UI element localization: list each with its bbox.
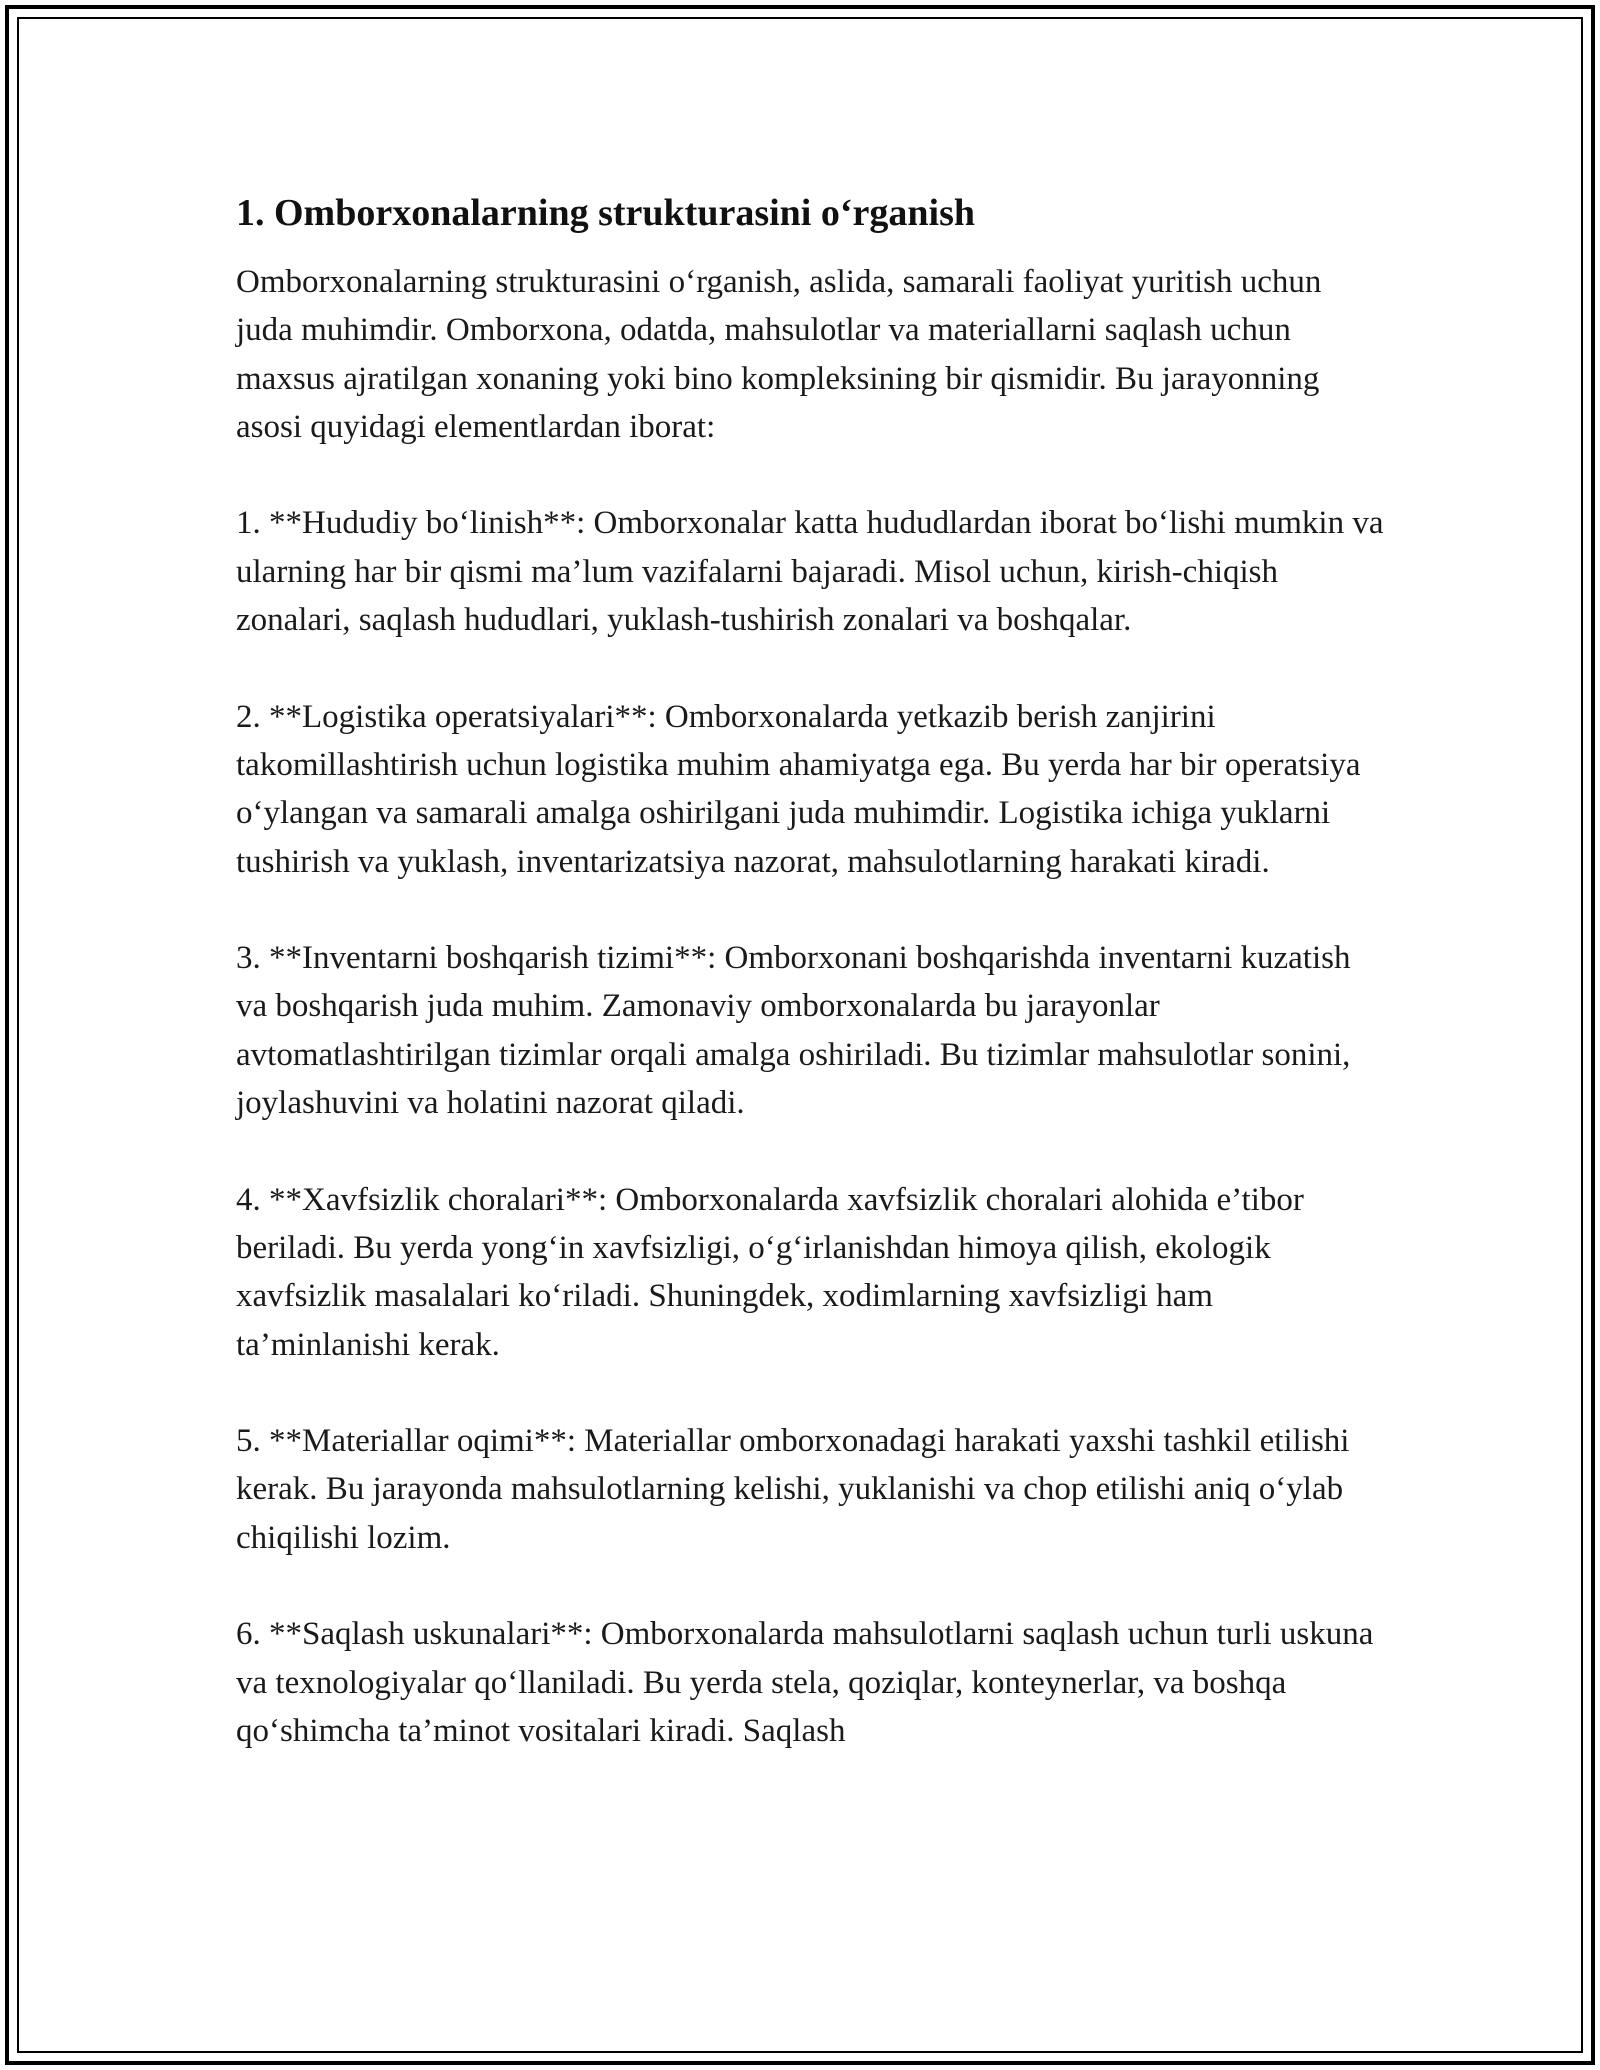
- document-body: [236, 188, 1386, 1804]
- list-item-inventarni-boshqarish: 3. **Inventarni boshqarish tizimi**: Omborxonani boshqarishda inventarni kuzatish va boshqarish juda muhim. Zamonaviy omborxonalarda bu jarayonlar avtomatlashtirilgan tizimlar orqali amalga oshiriladi. Bu tizimlar mahsulotlar sonini, joylashuvini va holatini nazorat qiladi.: [236, 940, 1351, 1122]
- list-item-hududiy-bolinish: 1. **Hududiy bo‘linish**: Omborxonalar katta hududlardan iborat bo‘lishi mumkin va ularning har bir qismi ma’lum vazifalarni bajaradi. Misol uchun, kirish-chiqish zonalari, saqlash hududlari, yuklash-tushirish zonalari va boshqalar.: [236, 505, 1384, 639]
- section-heading: 1. Omborxonalarning strukturasini o‘rganish: [236, 192, 975, 234]
- list-item-saqlash-uskunalari: 6. **Saqlash uskunalari**: Omborxonalarda mahsulotlarni saqlash uchun turli uskuna va texnologiyalar qo‘llaniladi. Bu yerda stela, qoziqlar, konteynerlar, va boshqa qo‘shimcha ta’minot vositalari kiradi. Saqlash: [236, 1616, 1374, 1749]
- intro-paragraph: Omborxonalarning strukturasini o‘rganish, aslida, samarali faoliyat yuritish uchun juda muhimdir. Omborxona, odatda, mahsulotlar va materiallarni saqlash uchun maxsus ajratilgan xonaning yoki bino kompleksining bir qismidir. Bu jarayonning asosi quyidagi elementlardan iborat:: [236, 264, 1322, 445]
- list-item-logistika-operatsiyalari: 2. **Logistika operatsiyalari**: Omborxonalarda yetkazib berish zanjirini takomillashtirish uchun logistika muhim ahamiyatga ega. Bu yerda har bir operatsiya o‘ylangan va samarali amalga oshirilgani juda muhimdir. Logistika ichiga yuklarni tushirish va yuklash, inventarizatsiya nazorat, mahsulotlarning harakati kiradi.: [236, 698, 1361, 880]
- list-item-materiallar-oqimi: 5. **Materiallar oqimi**: Materiallar omborxonadagi harakati yaxshi tashkil etilishi kerak. Bu jarayonda mahsulotlarning kelishi, yuklanishi va chop etilishi aniq o‘ylab chiqilishi lozim.: [236, 1423, 1350, 1556]
- list-item-xavfsizlik-choralari: 4. **Xavfsizlik choralari**: Omborxonalarda xavfsizlik choralari alohida e’tibor beriladi. Bu yerda yong‘in xavfsizligi, o‘g‘irlanishdan himoya qilish, ekologik xavfsizlik masalalari ko‘riladi. Shuningdek, xodimlarning xavfsizligi ham ta’minlanishi kerak.: [236, 1181, 1304, 1363]
